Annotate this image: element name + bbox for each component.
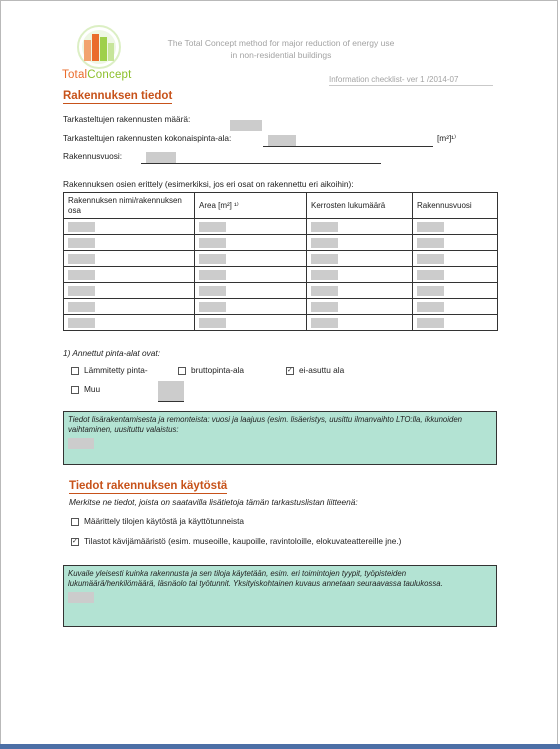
checkbox-other-area[interactable] <box>71 386 79 394</box>
table-cell[interactable] <box>307 251 413 267</box>
table-cell-field[interactable] <box>68 222 95 232</box>
document-header-title: The Total Concept method for major reduction of energy use in non-residential buildings <box>167 38 395 60</box>
building-use-instructions: Merkitse ne tiedot, joista on saatavilla lisätietoja tämän tarkastuslistan liitteenä: <box>69 497 358 507</box>
building-area-underline <box>263 146 433 147</box>
building-year-underline <box>141 163 381 164</box>
table-cell-field[interactable] <box>311 254 338 264</box>
table-cell-field[interactable] <box>417 270 444 280</box>
table-cell-field[interactable] <box>68 270 95 280</box>
other-area-field[interactable] <box>158 381 184 401</box>
option-other-label: Muu <box>84 384 101 394</box>
area-footnote: 1) Annettut pinta-alat ovat: <box>63 348 161 358</box>
table-row <box>64 299 498 315</box>
table-cell[interactable] <box>307 235 413 251</box>
table-cell-field[interactable] <box>417 254 444 264</box>
other-area-underline <box>158 401 184 402</box>
column-header-year: Rakennusvuosi <box>413 193 498 219</box>
table-cell-field[interactable] <box>199 238 226 248</box>
table-cell[interactable] <box>64 299 195 315</box>
table-row <box>64 267 498 283</box>
table-cell[interactable] <box>413 267 498 283</box>
column-header-floors: Kerrosten lukumäärä <box>307 193 413 219</box>
table-cell-field[interactable] <box>199 270 226 280</box>
table-row <box>64 219 498 235</box>
building-parts-table <box>63 192 498 331</box>
table-cell[interactable] <box>307 267 413 283</box>
table-cell-field[interactable] <box>417 302 444 312</box>
table-cell[interactable] <box>195 235 307 251</box>
table-cell-field[interactable] <box>199 222 226 232</box>
table-cell[interactable] <box>413 315 498 331</box>
building-parts-intro: Rakennuksen osien erittely (esimerkiksi, jos eri osat on rakennettu eri aikoihin): <box>63 179 354 189</box>
table-row <box>64 315 498 331</box>
building-year-field[interactable] <box>146 152 176 163</box>
building-area-label: Tarkasteltujen rakennusten kokonaispinta-ala: <box>63 133 232 143</box>
window-bottom-bar <box>0 744 560 749</box>
table-cell-field[interactable] <box>68 238 95 248</box>
building-use-description-text: Kuvaile yleisesti kuinka rakennusta ja sen tiloja käytetään, esim. eri toimintojen tyypit, työpisteiden lukumäärä/henkilömäärä, läsnäolo tai työtunnit. Yksityiskohtainen kuvaus annetaan seuraavassa taulukossa. <box>68 569 443 588</box>
building-count-label: Tarkasteltujen rakennusten määrä: <box>63 114 191 124</box>
building-use-description-field[interactable] <box>68 592 94 603</box>
section-title-building-info: Rakennuksen tiedot <box>63 90 173 102</box>
building-use-description-box[interactable] <box>63 565 497 627</box>
table-cell[interactable] <box>307 219 413 235</box>
section-title-building-use: Tiedot rakennuksen käytöstä <box>69 480 228 492</box>
table-cell-field[interactable] <box>311 270 338 280</box>
table-cell[interactable] <box>307 315 413 331</box>
table-cell[interactable] <box>195 315 307 331</box>
table-cell-field[interactable] <box>417 318 444 328</box>
checkbox-gross-area[interactable] <box>178 367 186 375</box>
column-header-part-name: Rakennuksen nimi/rakennuksen osa <box>64 193 195 219</box>
table-cell-field[interactable] <box>417 222 444 232</box>
option-heated-area-label: Lämmitetty pinta- <box>84 365 148 375</box>
column-header-area: Area [m²] ¹⁾ <box>195 193 307 219</box>
table-row <box>64 235 498 251</box>
checkmark-icon: ✓ <box>287 367 293 374</box>
table-cell-field[interactable] <box>311 238 338 248</box>
table-cell-field[interactable] <box>311 286 338 296</box>
table-cell[interactable] <box>413 235 498 251</box>
table-cell-field[interactable] <box>311 222 338 232</box>
table-row <box>64 251 498 267</box>
building-area-field[interactable] <box>268 135 296 146</box>
table-cell-field[interactable] <box>68 286 95 296</box>
building-count-field[interactable] <box>230 120 262 131</box>
option-visitor-statistics-label: Tilastot kävijämääristö (esim. museoille, kaupoille, ravintoloille, elokuvateattereille jne.) <box>84 536 402 546</box>
table-cell[interactable] <box>64 283 195 299</box>
table-cell[interactable] <box>64 219 195 235</box>
checkbox-heated-area[interactable] <box>71 367 79 375</box>
renovation-info-field[interactable] <box>68 438 94 449</box>
table-cell[interactable] <box>64 267 195 283</box>
table-cell[interactable] <box>413 299 498 315</box>
table-cell[interactable] <box>195 219 307 235</box>
checkbox-space-use-definition[interactable] <box>71 518 79 526</box>
table-cell-field[interactable] <box>417 238 444 248</box>
table-cell[interactable] <box>64 315 195 331</box>
header-rule <box>329 85 493 86</box>
table-cell[interactable] <box>413 251 498 267</box>
table-cell-field[interactable] <box>199 254 226 264</box>
table-cell-field[interactable] <box>68 302 95 312</box>
table-cell[interactable] <box>64 251 195 267</box>
checkmark-icon: ✓ <box>72 538 78 545</box>
option-non-residential-label: ei-asuttu ala <box>299 365 345 375</box>
renovation-info-box[interactable] <box>63 411 497 465</box>
option-gross-area-label: bruttopinta-ala <box>191 365 245 375</box>
table-cell[interactable] <box>195 283 307 299</box>
table-cell[interactable] <box>413 283 498 299</box>
renovation-info-text: Tiedot lisärakentamisesta ja remonteista: vuosi ja laajuus (esim. lisäeristys, uusittu ilmanvaihto LTO:lla, ikkunoiden vaihtaminen, uusituttu valaistus: <box>68 415 462 434</box>
table-cell-field[interactable] <box>199 302 226 312</box>
building-year-label: Rakennusvuosi: <box>63 151 123 161</box>
table-cell[interactable] <box>195 251 307 267</box>
option-space-use-label: Määrittely tilojen käytöstä ja käyttötunneista <box>84 516 245 526</box>
table-cell-field[interactable] <box>199 286 226 296</box>
checklist-version-label: Information checklist- ver 1 /2014-07 <box>329 75 459 84</box>
table-cell-field[interactable] <box>417 286 444 296</box>
table-row <box>64 283 498 299</box>
table-cell-field[interactable] <box>68 318 95 328</box>
table-cell[interactable] <box>307 283 413 299</box>
table-header-row <box>64 193 498 219</box>
table-cell[interactable] <box>195 267 307 283</box>
table-cell-field[interactable] <box>199 318 226 328</box>
table-cell-field[interactable] <box>311 302 338 312</box>
table-cell-field[interactable] <box>68 254 95 264</box>
logo-wordmark: TotalConcept <box>62 69 132 81</box>
table-cell[interactable] <box>195 299 307 315</box>
building-area-unit: [m²]¹⁾ <box>437 133 457 143</box>
table-cell[interactable] <box>307 299 413 315</box>
table-cell[interactable] <box>413 219 498 235</box>
table-cell-field[interactable] <box>311 318 338 328</box>
table-cell[interactable] <box>64 235 195 251</box>
